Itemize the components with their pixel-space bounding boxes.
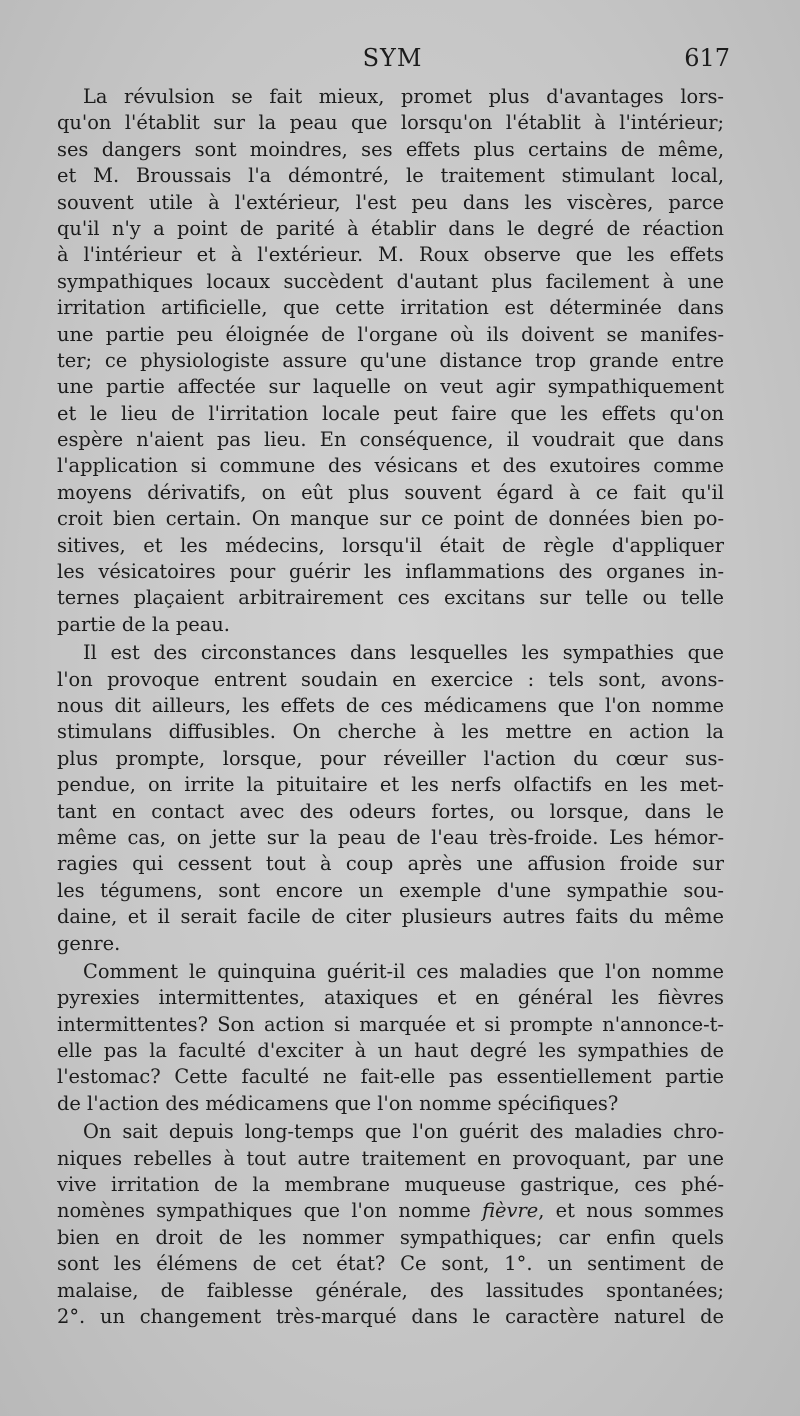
text-line: irritation artificielle, que cette irritation est déterminée dans bbox=[57, 296, 724, 320]
text-line: qu'il n'y a point de parité à établir dans le degré de réaction bbox=[57, 216, 724, 240]
text-line: une partie peu éloignée de l'organe où ils doivent se manifes- bbox=[57, 322, 724, 346]
text-segment: nomènes sympathiques que l'on nomme bbox=[57, 1199, 483, 1223]
text-line: bien en droit de les nommer sympathiques; car enfin quels bbox=[57, 1225, 724, 1249]
text-line: elle pas la faculté d'exciter à un haut degré les sympathies de bbox=[57, 1039, 724, 1063]
italic-term: fièvre bbox=[482, 1199, 539, 1223]
text-line: l'on provoque entrent soudain en exercice : tels sont, avons- bbox=[57, 667, 724, 691]
text-line: pyrexies intermittentes, ataxiques et en général les fièvres bbox=[57, 986, 724, 1010]
text-line: sympathiques locaux succèdent d'autant plus facilement à une bbox=[57, 269, 724, 293]
text-line: niques rebelles à tout autre traitement en provoquant, par une bbox=[57, 1146, 724, 1170]
page-header bbox=[55, 44, 730, 76]
paragraph-1 bbox=[57, 84, 724, 638]
text-line: Comment le quinquina guérit-il ces maladies que l'on nomme bbox=[83, 959, 724, 983]
text-line: et le lieu de l'irritation locale peut faire que les effets qu'on bbox=[57, 401, 724, 425]
text-line: plus prompte, lorsque, pour réveiller l'action du cœur sus- bbox=[57, 746, 724, 770]
body-text bbox=[57, 84, 724, 1330]
page-number: 617 bbox=[684, 44, 730, 72]
text-line: vive irritation de la membrane muqueuse gastrique, ces phé- bbox=[57, 1173, 724, 1197]
text-line: ses dangers sont moindres, ses effets plus certains de même, bbox=[57, 137, 724, 161]
paragraph-3 bbox=[57, 959, 724, 1117]
text-line: une partie affectée sur laquelle on veut agir sympathiquement bbox=[57, 375, 724, 399]
text-line: espère n'aient pas lieu. En conséquence, il voudrait que dans bbox=[57, 428, 724, 452]
text-line-with-italic bbox=[57, 1198, 724, 1224]
text-line: 2°. un changement très-marqué dans le caractère naturel de bbox=[57, 1304, 724, 1328]
text-line: tant en contact avec des odeurs fortes, ou lorsque, dans le bbox=[57, 799, 724, 823]
text-line: les vésicatoires pour guérir les inflammations des organes in- bbox=[57, 560, 724, 584]
text-line: sont les élémens de cet état? Ce sont, 1°. un sentiment de bbox=[57, 1252, 724, 1276]
text-line: de l'action des médicamens que l'on nomme spécifiques? bbox=[57, 1091, 619, 1115]
text-line: On sait depuis long-temps que l'on guérit des maladies chro- bbox=[83, 1120, 724, 1144]
text-line: l'application si commune des vésicans et des exutoires comme bbox=[57, 454, 724, 478]
text-line: croit bien certain. On manque sur ce point de données bien po- bbox=[57, 507, 724, 531]
text-line: pendue, on irrite la pituitaire et les nerfs olfactifs en les met- bbox=[57, 773, 724, 797]
text-line: moyens dérivatifs, on eût plus souvent égard à ce fait qu'il bbox=[57, 480, 724, 504]
text-line: intermittentes? Son action si marquée et si prompte n'annonce-t- bbox=[57, 1012, 724, 1036]
text-line: daine, et il serait facile de citer plusieurs autres faits du même bbox=[57, 905, 724, 929]
text-line: malaise, de faiblesse générale, des lassitudes spontanées; bbox=[57, 1278, 724, 1302]
text-line: à l'intérieur et à l'extérieur. M. Roux observe que les effets bbox=[57, 243, 724, 267]
text-line: les tégumens, sont encore un exemple d'une sympathie sou- bbox=[57, 878, 724, 902]
text-line: nous dit ailleurs, les effets de ces médicamens que l'on nomme bbox=[57, 693, 724, 717]
text-line: même cas, on jette sur la peau de l'eau très-froide. Les hémor- bbox=[57, 825, 724, 849]
text-line: ternes plaçaient arbitrairement ces excitans sur telle ou telle bbox=[57, 586, 724, 610]
text-segment: , et nous sommes bbox=[538, 1199, 724, 1223]
text-line: genre. bbox=[57, 931, 121, 955]
text-line: Il est des circonstances dans lesquelles les sympathies que bbox=[83, 641, 724, 665]
text-line: partie de la peau. bbox=[57, 612, 230, 636]
text-line: ter; ce physiologiste assure qu'une distance trop grande entre bbox=[57, 348, 724, 372]
text-line: ragies qui cessent tout à coup après une affusion froide sur bbox=[57, 852, 724, 876]
text-line: et M. Broussais l'a démontré, le traitement stimulant local, bbox=[57, 164, 724, 188]
text-line: qu'on l'établit sur la peau que lorsqu'on l'établit à l'intérieur; bbox=[57, 111, 724, 135]
text-line: sitives, et les médecins, lorsqu'il était de règle d'appliquer bbox=[57, 533, 724, 557]
paragraph-2 bbox=[57, 640, 724, 957]
text-line: l'estomac? Cette faculté ne fait-elle pas essentiellement partie bbox=[57, 1065, 724, 1089]
paragraph-4 bbox=[57, 1119, 724, 1330]
running-head: SYM bbox=[362, 44, 423, 72]
text-line: La révulsion se fait mieux, promet plus d'avantages lors- bbox=[83, 85, 724, 108]
text-line: souvent utile à l'extérieur, l'est peu dans les viscères, parce bbox=[57, 190, 724, 214]
text-line: stimulans diffusibles. On cherche à les mettre en action la bbox=[57, 720, 724, 744]
